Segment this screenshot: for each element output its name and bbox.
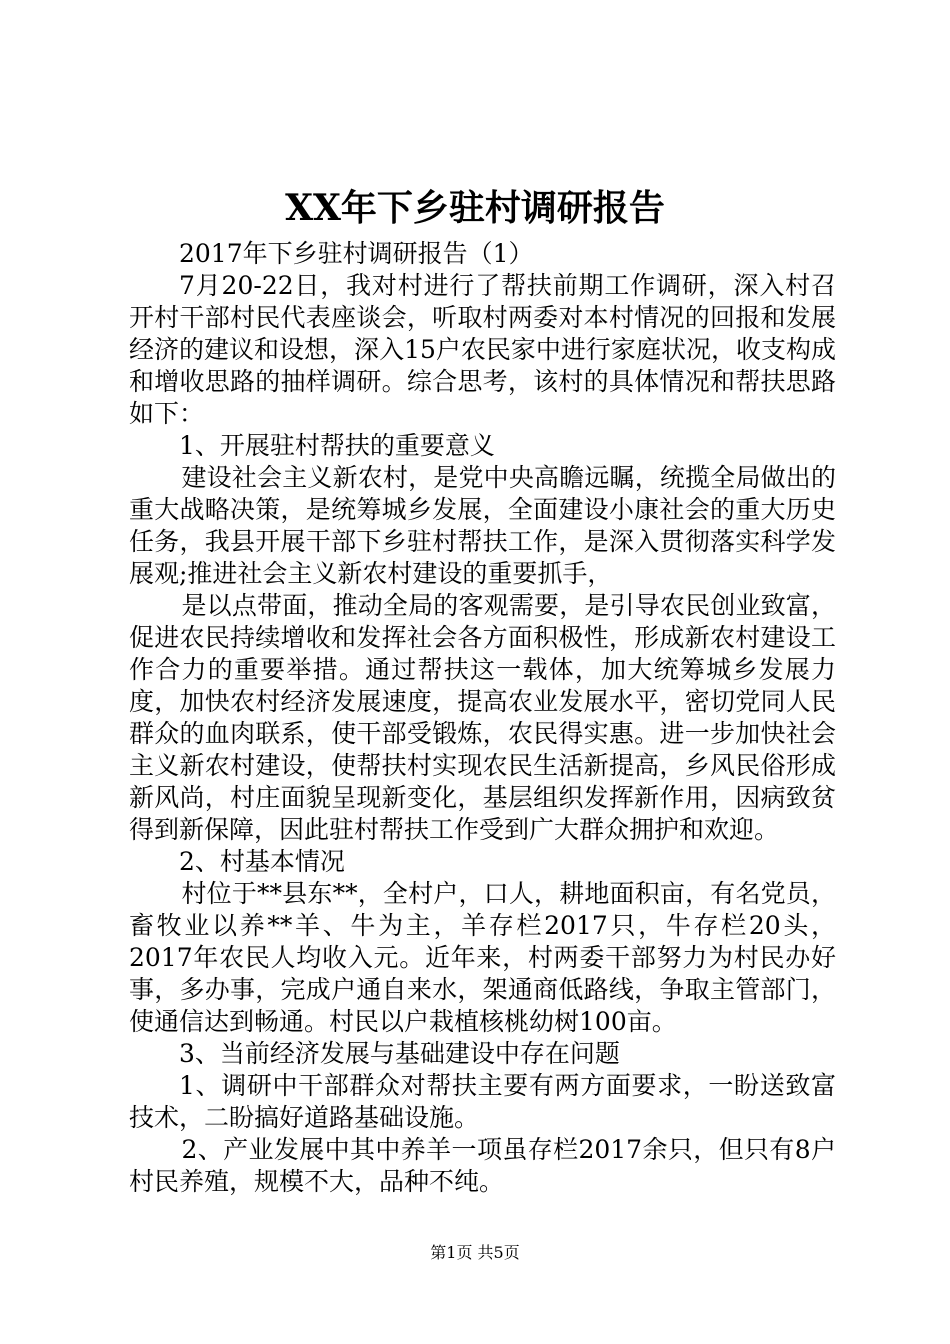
body-paragraph: 村位于**县东**，全村户，口人，耕地面积亩，有名党员，畜牧业以养**羊、牛为主，羊存栏2017只，牛存栏20头，2017年农民人均收入元。近年来，村两委干部努力为村民办好事，多办事，完成户通自来水，架通商低路线，争取主管部门，使通信达到畅通。村民以户栽植核桃幼树100亩。 xyxy=(129,879,836,1036)
body-paragraph: 建设社会主义新农村，是党中央高瞻远瞩，统揽全局做出的重大战略决策，是统筹城乡发展，全面建设小康社会的重大历史任务，我县开展干部下乡驻村帮扶工作，是深入贯彻落实科学发展观;推进社会主义新农村建设的重要抓手， xyxy=(129,463,836,588)
section-heading-1: 1、开展驻村帮扶的重要意义 xyxy=(179,431,495,460)
intro-paragraph: 7月20-22日，我对村进行了帮扶前期工作调研，深入村召开村干部村民代表座谈会，听取村两委对本村情况的回报和发展经济的建议和设想，深入15户农民家中进行家庭状况，收支构成和增收思路的抽样调研。综合思考，该村的具体情况和帮扶思路如下： xyxy=(129,271,836,428)
section-heading-3: 3、当前经济发展与基础建设中存在问题 xyxy=(179,1039,620,1068)
document-body xyxy=(129,238,836,1198)
body-paragraph: 是以点带面，推动全局的客观需要，是引导农民创业致富，促进农民持续增收和发挥社会各方面积极性，形成新农村建设工作合力的重要举措。通过帮扶这一载体，加大统筹城乡发展力度，加快农村经济发展速度，提高农业发展水平，密切党同人民群众的血肉联系，使干部受锻炼，农民得实惠。进一步加快社会主义新农村建设，使帮扶村实现农民生活新提高，乡风民俗形成新风尚，村庄面貌呈现新变化，基层组织发挥新作用，因病致贫得到新保障，因此驻村帮扶工作受到广大群众拥护和欢迎。 xyxy=(129,591,836,844)
list-item: 1、调研中干部群众对帮扶主要有两方面要求，一盼送致富技术，二盼搞好道路基础设施。 xyxy=(129,1071,836,1132)
list-item: 2、产业发展中其中养羊一项虽存栏2017余只，但只有8户村民养殖，规模不大，品种不纯。 xyxy=(129,1135,836,1196)
subtitle-paragraph: 2017年下乡驻村调研报告（1） xyxy=(179,239,534,268)
page-footer: 第1页 共5页 xyxy=(430,1243,520,1262)
section-heading-2: 2、村基本情况 xyxy=(179,847,345,876)
document-title: XX年下乡驻村调研报告 xyxy=(285,187,665,229)
